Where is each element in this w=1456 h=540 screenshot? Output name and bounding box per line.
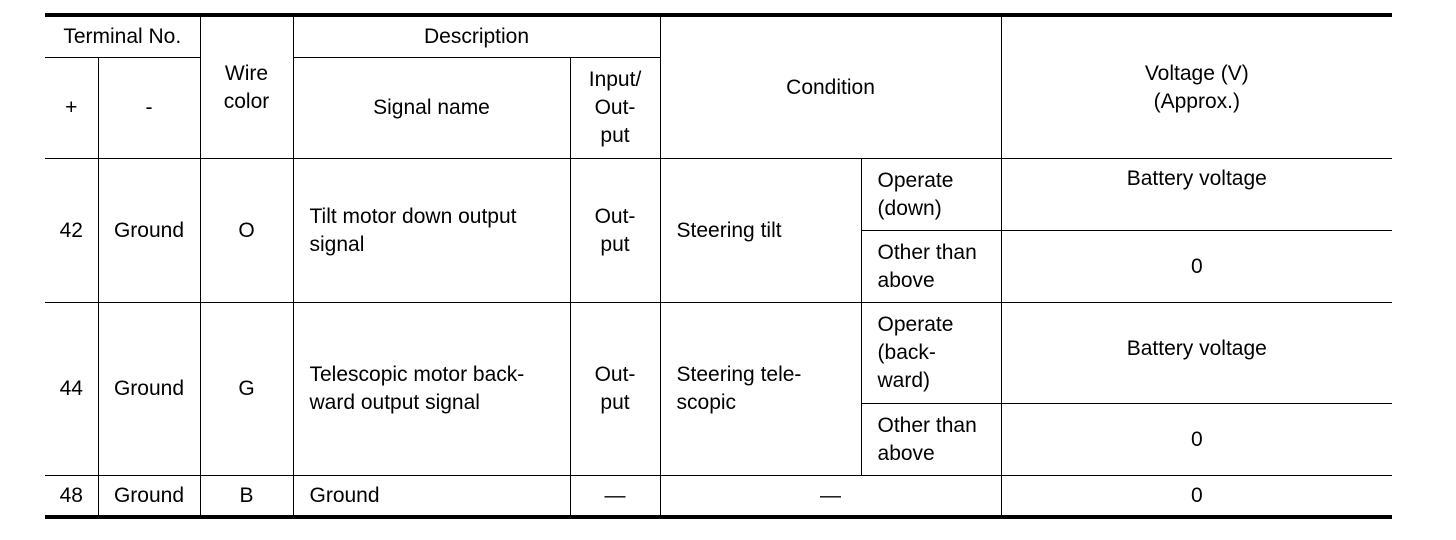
condition-state: Operate (back- ward) xyxy=(861,303,1001,404)
signal-name: Tilt motor down output signal xyxy=(293,159,570,303)
input-output: Out- put xyxy=(570,159,660,303)
condition: Steering tilt xyxy=(660,159,861,303)
header-minus: - xyxy=(98,58,200,159)
signal-name: Ground xyxy=(293,476,570,518)
voltage-value: Battery voltage xyxy=(1001,303,1392,404)
header-description: Description xyxy=(293,15,660,58)
input-output: Out- put xyxy=(570,303,660,476)
header-condition: Condition xyxy=(660,15,1001,159)
input-output: — xyxy=(570,476,660,518)
condition: Steering tele- scopic xyxy=(660,303,861,476)
condition: — xyxy=(660,476,1001,518)
header-voltage: Voltage (V) (Approx.) xyxy=(1001,15,1392,159)
voltage-value: 0 xyxy=(1001,476,1392,518)
header-wire-color: Wire color xyxy=(200,15,293,159)
terminal-plus: 42 xyxy=(45,159,98,303)
header-plus: + xyxy=(45,58,98,159)
terminal-minus: Ground xyxy=(98,159,200,303)
header-terminal-no: Terminal No. xyxy=(45,15,200,58)
terminal-minus: Ground xyxy=(98,476,200,518)
wire-color: O xyxy=(200,159,293,303)
voltage-value: 0 xyxy=(1001,404,1392,476)
header-row-1 xyxy=(45,15,1392,58)
header-input-output: Input/ Out- put xyxy=(570,58,660,159)
table-row xyxy=(45,476,1392,518)
terminal-spec-table xyxy=(45,13,1392,519)
terminal-minus: Ground xyxy=(98,303,200,476)
terminal-plus: 48 xyxy=(45,476,98,518)
header-signal-name: Signal name xyxy=(293,58,570,159)
table-row xyxy=(45,303,1392,404)
terminal-plus: 44 xyxy=(45,303,98,476)
condition-state: Other than above xyxy=(861,231,1001,303)
signal-name: Telescopic motor back- ward output signal xyxy=(293,303,570,476)
voltage-value: Battery voltage xyxy=(1001,159,1392,231)
condition-state: Operate (down) xyxy=(861,159,1001,231)
wire-color: B xyxy=(200,476,293,518)
wire-color: G xyxy=(200,303,293,476)
table-row xyxy=(45,159,1392,231)
voltage-value: 0 xyxy=(1001,231,1392,303)
condition-state: Other than above xyxy=(861,404,1001,476)
